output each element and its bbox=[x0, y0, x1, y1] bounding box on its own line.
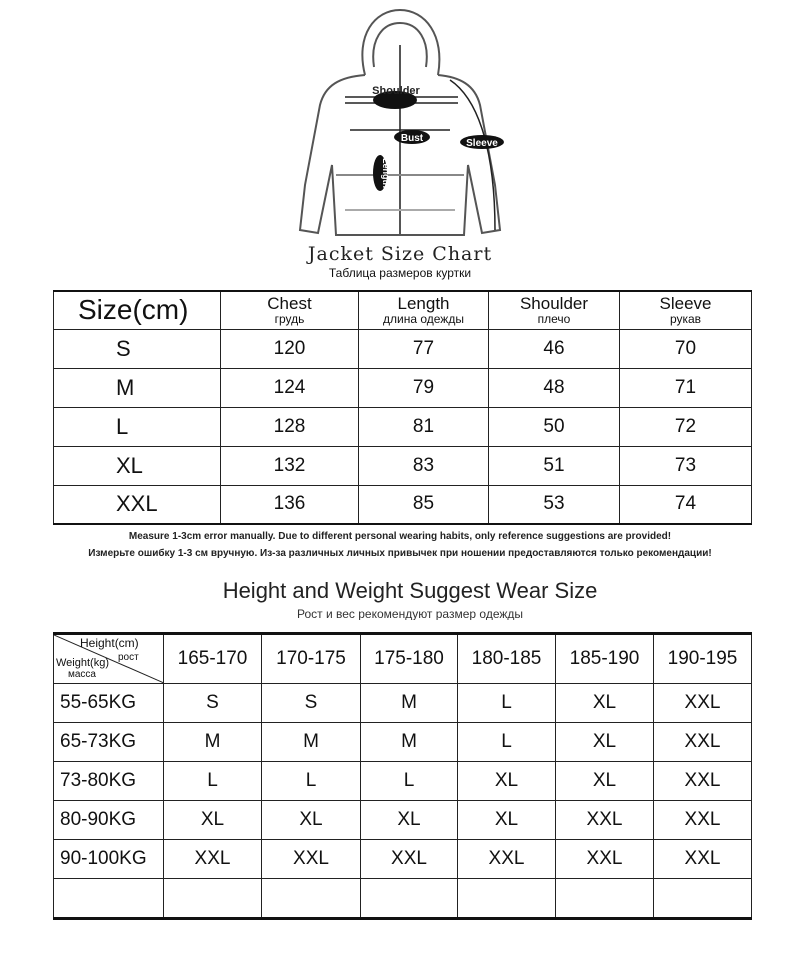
weight-cell: 80-90KG bbox=[54, 801, 164, 840]
suggested-size: M bbox=[164, 723, 262, 762]
suggested-size: S bbox=[262, 684, 361, 723]
empty-cell bbox=[54, 879, 164, 919]
col-header-chest bbox=[221, 291, 359, 329]
suggested-size: XXL bbox=[654, 723, 752, 762]
sleeve-label: Sleeve bbox=[466, 138, 498, 149]
weight-cell: 73-80KG bbox=[54, 762, 164, 801]
suggested-size: XL bbox=[262, 801, 361, 840]
height-header: 180-185 bbox=[458, 634, 556, 684]
sleeve-value: 70 bbox=[620, 329, 752, 368]
suggested-size: XL bbox=[164, 801, 262, 840]
empty-cell bbox=[556, 879, 654, 919]
length-value: 83 bbox=[359, 446, 489, 485]
suggested-size: XXL bbox=[654, 801, 752, 840]
empty-cell bbox=[361, 879, 458, 919]
col-header-en: Chest bbox=[267, 293, 312, 313]
suggested-size: M bbox=[361, 684, 458, 723]
chest-value: 136 bbox=[221, 485, 359, 524]
size-cell: XL bbox=[54, 446, 221, 485]
suggested-size: XL bbox=[458, 801, 556, 840]
jacket-illustration bbox=[270, 5, 530, 255]
sleeve-value: 72 bbox=[620, 407, 752, 446]
hw-corner-cell bbox=[54, 634, 164, 684]
suggested-size: XXL bbox=[654, 684, 752, 723]
weight-cell: 55-65KG bbox=[54, 684, 164, 723]
suggested-size: XXL bbox=[654, 762, 752, 801]
table-row bbox=[54, 840, 752, 879]
empty-cell bbox=[164, 879, 262, 919]
height-axis-label: Height(cm) bbox=[80, 636, 139, 650]
height-header: 185-190 bbox=[556, 634, 654, 684]
shoulder-value: 51 bbox=[489, 446, 620, 485]
weight-cell: 65-73KG bbox=[54, 723, 164, 762]
size-cell: M bbox=[54, 368, 221, 407]
suggested-size: L bbox=[262, 762, 361, 801]
weight-axis-label-ru: масса bbox=[68, 669, 96, 680]
length-value: 85 bbox=[359, 485, 489, 524]
height-axis-label-ru: рост bbox=[118, 652, 139, 663]
suggested-size: XXL bbox=[164, 840, 262, 879]
table-row bbox=[54, 723, 752, 762]
size-table-header bbox=[54, 291, 752, 329]
chest-value: 132 bbox=[221, 446, 359, 485]
col-header-ru: длина одежды bbox=[383, 311, 464, 326]
suggested-size: XXL bbox=[654, 840, 752, 879]
suggested-size: XL bbox=[556, 684, 654, 723]
height-header: 165-170 bbox=[164, 634, 262, 684]
size-cell: S bbox=[54, 329, 221, 368]
suggested-size: XXL bbox=[556, 840, 654, 879]
height-header: 175-180 bbox=[361, 634, 458, 684]
length-value: 79 bbox=[359, 368, 489, 407]
table-row bbox=[54, 684, 752, 723]
table-row bbox=[54, 329, 752, 368]
suggested-size: L bbox=[458, 723, 556, 762]
suggested-size: M bbox=[262, 723, 361, 762]
table-row bbox=[54, 446, 752, 485]
chest-value: 124 bbox=[221, 368, 359, 407]
empty-cell bbox=[262, 879, 361, 919]
shoulder-value: 53 bbox=[489, 485, 620, 524]
suggested-size: XL bbox=[361, 801, 458, 840]
col-header-ru: плечо bbox=[537, 311, 571, 326]
length-label: Length bbox=[381, 158, 391, 188]
shoulder-value: 48 bbox=[489, 368, 620, 407]
empty-cell bbox=[654, 879, 752, 919]
suggested-size: XXL bbox=[361, 840, 458, 879]
sleeve-value: 74 bbox=[620, 485, 752, 524]
suggested-size: XXL bbox=[556, 801, 654, 840]
col-header-ru: грудь bbox=[274, 311, 305, 326]
shoulder-value: 46 bbox=[489, 329, 620, 368]
col-header-en: Shoulder bbox=[519, 293, 589, 313]
suggested-size: M bbox=[361, 723, 458, 762]
length-value: 77 bbox=[359, 329, 489, 368]
table-row-empty bbox=[54, 879, 752, 919]
table-row bbox=[54, 762, 752, 801]
measure-note-en: Measure 1-3cm error manually. Due to different personal wearing habits, only reference suggestions are provided! bbox=[128, 531, 672, 542]
table-row bbox=[54, 368, 752, 407]
suggested-size: XL bbox=[556, 762, 654, 801]
size-table bbox=[53, 290, 752, 525]
size-cell: XXL bbox=[54, 485, 221, 524]
col-header-en: Sleeve bbox=[659, 293, 712, 313]
col-header-shoulder bbox=[489, 291, 620, 329]
col-header-en: Length bbox=[397, 293, 450, 313]
suggested-size: L bbox=[164, 762, 262, 801]
size-corner-label: Size(cm) bbox=[54, 291, 221, 329]
table-row bbox=[54, 407, 752, 446]
size-cell: L bbox=[54, 407, 221, 446]
col-header-ru: рукав bbox=[669, 311, 702, 326]
suggested-size: L bbox=[458, 684, 556, 723]
empty-cell bbox=[458, 879, 556, 919]
height-header: 170-175 bbox=[262, 634, 361, 684]
length-value: 81 bbox=[359, 407, 489, 446]
bust-label: Bust bbox=[400, 133, 424, 144]
suggested-size: XXL bbox=[262, 840, 361, 879]
height-weight-subtitle: Рост и вес рекомендуют размер одежды bbox=[296, 607, 524, 620]
sleeve-value: 73 bbox=[620, 446, 752, 485]
suggested-size: XL bbox=[556, 723, 654, 762]
chest-value: 128 bbox=[221, 407, 359, 446]
hw-table-header bbox=[54, 634, 752, 684]
table-row bbox=[54, 485, 752, 524]
weight-cell: 90-100KG bbox=[54, 840, 164, 879]
height-header: 190-195 bbox=[654, 634, 752, 684]
jacket-chart-title: Jacket Size Chart bbox=[307, 243, 493, 265]
col-header-sleeve bbox=[620, 291, 752, 329]
suggested-size: XXL bbox=[458, 840, 556, 879]
height-weight-title: Height and Weight Suggest Wear Size bbox=[222, 578, 598, 603]
shoulder-label: Shoulder bbox=[372, 85, 420, 97]
chest-value: 120 bbox=[221, 329, 359, 368]
jacket-chart-title-ru: Таблица размеров куртки bbox=[328, 266, 472, 280]
suggested-size: XL bbox=[458, 762, 556, 801]
shoulder-value: 50 bbox=[489, 407, 620, 446]
suggested-size: L bbox=[361, 762, 458, 801]
suggested-size: S bbox=[164, 684, 262, 723]
table-row bbox=[54, 801, 752, 840]
sleeve-value: 71 bbox=[620, 368, 752, 407]
height-weight-table bbox=[53, 632, 752, 920]
measure-note-ru: Измерьте ошибку 1-3 см вручную. Из-за различных личных привычек при ношении предоставляются только рекомендации! bbox=[88, 548, 712, 559]
weight-axis-label: Weight(kg) bbox=[56, 657, 109, 669]
col-header-length bbox=[359, 291, 489, 329]
